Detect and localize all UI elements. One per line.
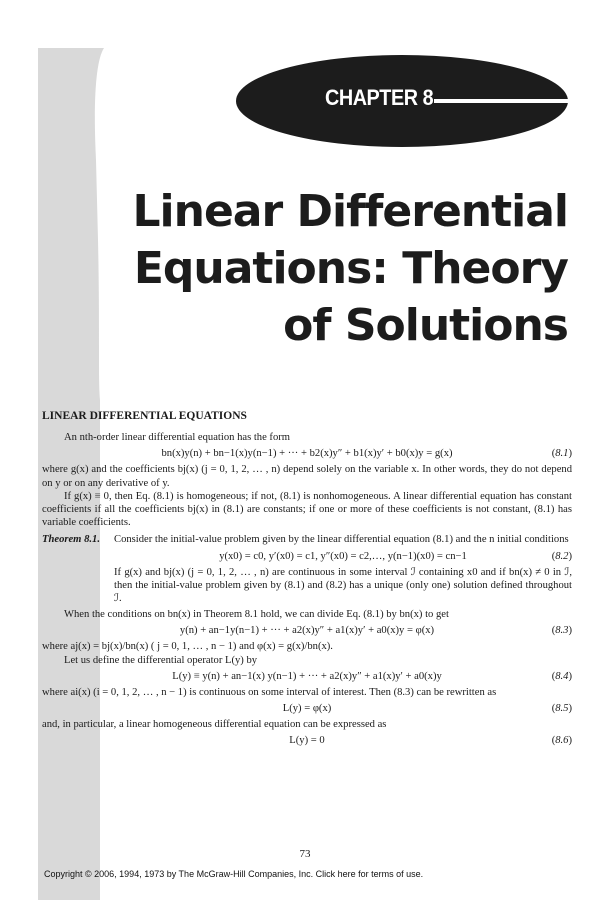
homogeneous-paragraph: If g(x) ≡ 0, then Eq. (8.1) is homogeneous; if not, (8.1) is nonhomogeneous. A linear differential equation has constant coefficients if all the coefficients bj(x) in (8.1) are constants; if one or more of these coefficients is not constant, (8.1) has variable coefficients. — [42, 490, 572, 529]
equation-8-2-number: ( 8.2 ) — [552, 551, 572, 562]
equation-8-4-number: ( 8.4 ) — [552, 671, 572, 682]
coefficients-paragraph: where g(x) and the coefficients bj(x) (j = 0, 1, 2, … , n) depend solely on the variable x. In other words, they do not depend on y or on any derivative of y. — [42, 464, 572, 489]
chapter-body — [42, 410, 572, 750]
equation-8-3-number: ( 8.3 ) — [552, 625, 572, 636]
equation-8-1-text: bn(x)y(n) + bn−1(x)y(n−1) + ··· + b2(x)y″ + b1(x)y′ + b0(x)y = g(x) — [161, 448, 453, 460]
theorem-conclusion: If g(x) and bj(x) (j = 0, 1, 2, … , n) are continuous in some interval ℐ containing x0 and if bn(x) ≠ 0 in ℐ, then the initial-value problem given by (8.1) and (8.2) has a unique (only one) solution defined throughout ℐ. — [114, 566, 572, 605]
equation-8-6-number: ( 8.6 ) — [552, 735, 572, 746]
define-operator-paragraph: Let us define the differential operator L(y) by — [64, 654, 258, 666]
equation-8-6-text: L(y) = 0 — [289, 735, 325, 747]
section-heading: LINEAR DIFFERENTIAL EQUATIONS — [42, 410, 247, 422]
chapter-label: CHAPTER 8 — [325, 85, 434, 110]
intro-paragraph: An nth-order linear differential equation has the form — [64, 432, 291, 444]
equation-8-2 — [114, 547, 572, 566]
equation-8-5-number: ( 8.5 ) — [552, 703, 572, 714]
copyright-link[interactable]: Copyright © 2006, 1994, 1973 by The McGraw-Hill Companies, Inc. Click here for terms of use. — [44, 869, 424, 879]
theorem-body — [114, 533, 572, 605]
equation-8-3 — [42, 621, 572, 640]
equation-8-1-number: ( 8.1 ) — [552, 448, 572, 459]
chapter-title — [133, 183, 568, 354]
equation-8-1 — [42, 444, 572, 463]
theorem-8-1 — [42, 533, 572, 605]
divide-paragraph: When the conditions on bn(x) in Theorem 8.1 hold, we can divide Eq. (8.1) by bn(x) to get — [64, 609, 449, 621]
equation-8-3-text: y(n) + an−1y(n−1) + ··· + a2(x)y″ + a1(x)y′ + a0(x)y = φ(x) — [179, 625, 435, 637]
chapter-rule — [434, 99, 568, 103]
continuous-paragraph: where ai(x) (i = 0, 1, 2, … , n − 1) is continuous on some interval of interest. Then (8.3) can be rewritten as — [42, 686, 497, 698]
theorem-lead: Consider the initial-value problem given by the linear differential equation (8.1) and the n initial conditions — [114, 534, 569, 546]
where-a-paragraph: where aj(x) = bj(x)/bn(x) ( j = 0, 1, … , n − 1) and φ(x) = g(x)/bn(x). — [42, 641, 333, 653]
title-line-1: Linear Differential — [132, 186, 568, 237]
equation-8-2-text: y(x0) = c0, y′(x0) = c1, y″(x0) = c2,…, y(n−1)(x0) = cn−1 — [219, 550, 467, 562]
equation-8-4-text: L(y) ≡ y(n) + an−1(x) y(n−1) + ··· + a2(x)y″ + a1(x)y′ + a0(x)y — [172, 670, 442, 682]
theorem-label: Theorem 8.1. — [42, 534, 100, 546]
particular-paragraph: and, in particular, a linear homogeneous differential equation can be expressed as — [42, 719, 387, 731]
title-line-3: of Solutions — [283, 300, 568, 351]
equation-8-6 — [42, 731, 572, 750]
equation-8-5 — [42, 699, 572, 718]
equation-8-5-text: L(y) = φ(x) — [282, 703, 332, 715]
equation-8-4 — [42, 667, 572, 686]
title-line-2: Equations: Theory — [133, 243, 568, 294]
page-number: 73 — [299, 848, 311, 860]
